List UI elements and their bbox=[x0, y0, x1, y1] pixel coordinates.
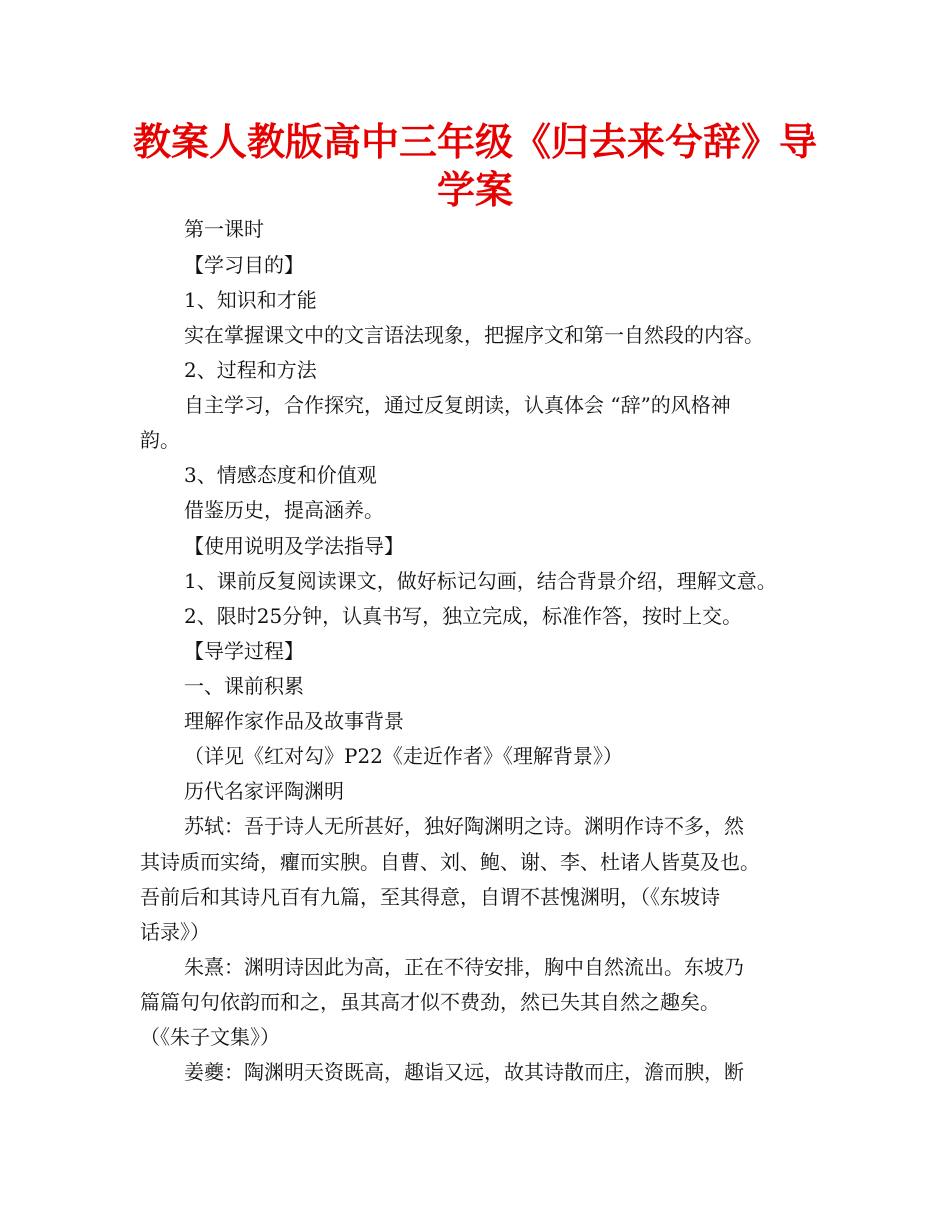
body-line: 3、情感态度和价值观 bbox=[184, 463, 377, 487]
body-line: （《朱子文集》） bbox=[140, 1025, 280, 1049]
body-line: 实在掌握课文中的文言语法现象，把握序文和第一自然段的内容。 bbox=[184, 323, 764, 347]
title-line-1: 教案人教版高中三年级《归去来兮辞》导 bbox=[132, 120, 817, 164]
body-line: 朱熹：渊明诗因此为高，正在不待安排，胸中自然流出。东坡乃 bbox=[184, 955, 744, 979]
body-line: 吾前后和其诗凡百有九篇，至其得意，自谓不甚愧渊明，（《东坡诗 bbox=[140, 885, 720, 909]
body-line: 2、过程和方法 bbox=[184, 358, 317, 382]
body-line: 自主学习，合作探究，通过反复朗读，认真体会 “辞”的风格神 bbox=[184, 393, 731, 417]
body-line: 历代名家评陶渊明 bbox=[184, 779, 344, 803]
body-line: 第一课时 bbox=[184, 217, 264, 241]
body-line: 理解作家作品及故事背景 bbox=[184, 709, 404, 733]
body-line: 其诗质而实绮，癯而实腴。自曹、刘、鲍、谢、李、杜诸人皆莫及也。 bbox=[140, 850, 760, 874]
section-heading: 【学习目的】 bbox=[184, 253, 304, 277]
body-line: 韵。 bbox=[140, 428, 180, 452]
body-line: （详见《红对勾》P22《走近作者》《理解背景》） bbox=[184, 744, 623, 768]
title-line-2: 学案 bbox=[436, 168, 513, 212]
document-title bbox=[120, 118, 830, 214]
body-line: 1、知识和才能 bbox=[184, 288, 317, 312]
body-line: 一、课前积累 bbox=[184, 674, 304, 698]
body-line: 姜夔：陶渊明天资既高，趣诣又远，故其诗散而庄，澹而腴，断 bbox=[184, 1060, 744, 1084]
section-heading: 【使用说明及学法指导】 bbox=[184, 534, 404, 558]
section-heading: 【导学过程】 bbox=[184, 639, 304, 663]
body-line: 借鉴历史，提高涵养。 bbox=[184, 498, 384, 522]
body-line: 篇篇句句依韵而和之，虽其高才似不费劲，然已失其自然之趣矣。 bbox=[140, 990, 720, 1014]
body-line: 话录》） bbox=[140, 920, 210, 944]
body-line: 2、限时25分钟，认真书写，独立完成，标准作答，按时上交。 bbox=[184, 604, 743, 628]
body-line: 苏轼：吾于诗人无所甚好，独好陶渊明之诗。渊明作诗不多，然 bbox=[184, 814, 744, 838]
body-line: 1、课前反复阅读课文，做好标记勾画，结合背景介绍，理解文意。 bbox=[184, 569, 777, 593]
